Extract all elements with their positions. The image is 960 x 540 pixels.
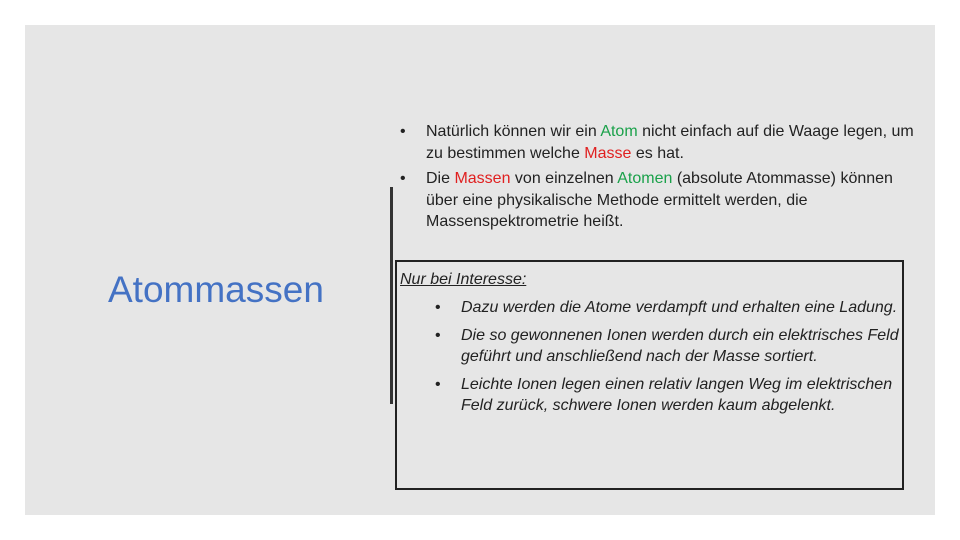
bullet-text-part: Natürlich können wir ein xyxy=(426,123,601,140)
bullet-text-part: (absolute Atommasse) können über eine physikalische Methode ermittelt werden, die Massenspektrometrie heißt. xyxy=(426,170,893,230)
slide-title: Atommassen xyxy=(108,269,324,310)
info-item xyxy=(435,374,915,417)
bullet-text-part: nicht einfach auf die Waage legen, um zu bestimmen welche xyxy=(426,123,914,162)
vertical-divider xyxy=(390,187,393,404)
bullet-dot: • xyxy=(435,299,441,316)
bullet-item xyxy=(400,121,925,164)
bullet-dot: • xyxy=(400,123,406,140)
bullet-dot: • xyxy=(435,326,441,344)
info-item xyxy=(435,297,915,319)
info-item xyxy=(435,325,915,368)
info-list xyxy=(435,297,915,423)
bullet-text-masse: Masse xyxy=(584,144,632,162)
bullet-text-atom: Atom xyxy=(600,123,638,140)
bullet-text-part: Die xyxy=(426,170,455,187)
bullet-dot: • xyxy=(435,375,441,393)
info-box-heading: Nur bei Interesse: xyxy=(400,271,527,288)
info-box xyxy=(395,260,904,490)
info-item-text: Die so gewonnenen Ionen werden durch ein elektrisches Feld geführt und anschließend nach der Masse sortiert. xyxy=(461,326,899,365)
bullet-list xyxy=(400,121,925,237)
bullet-text-part: von einzelnen xyxy=(510,170,618,187)
bullet-item xyxy=(400,168,925,233)
bullet-text-atomen: Atomen xyxy=(617,170,673,187)
bullet-dot: • xyxy=(400,170,406,187)
bullet-text-part: es hat. xyxy=(631,144,684,162)
bullet-text-massen: Massen xyxy=(454,170,511,187)
info-item-text: Dazu werden die Atome verdampft und erhalten eine Ladung. xyxy=(461,299,898,316)
info-item-text: Leichte Ionen legen einen relativ langen Weg im elektrischen Feld zurück, schwere Ionen werden kaum abgelenkt. xyxy=(461,375,893,414)
